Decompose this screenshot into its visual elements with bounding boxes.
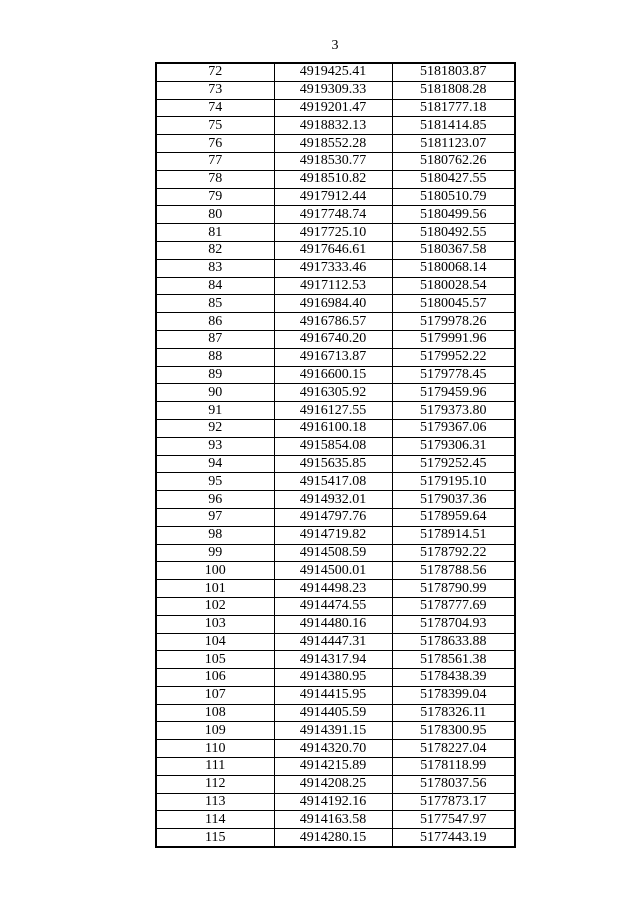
table-row: [156, 473, 515, 491]
x-coordinate-cell: 4916100.18: [274, 419, 392, 437]
y-coordinate-cell: 5181414.85: [392, 117, 515, 135]
x-coordinate-cell: 4917912.44: [274, 188, 392, 206]
y-coordinate-cell: 5178326.11: [392, 704, 515, 722]
table-row: [156, 81, 515, 99]
y-coordinate-cell: 5178788.56: [392, 562, 515, 580]
table-row: [156, 722, 515, 740]
x-coordinate-cell: 4914405.59: [274, 704, 392, 722]
point-number-cell: 99: [156, 544, 274, 562]
y-coordinate-cell: 5178399.04: [392, 686, 515, 704]
point-number-cell: 96: [156, 491, 274, 509]
table-row: [156, 241, 515, 259]
y-coordinate-cell: 5180510.79: [392, 188, 515, 206]
x-coordinate-cell: 4916600.15: [274, 366, 392, 384]
table-row: [156, 402, 515, 420]
point-number-cell: 109: [156, 722, 274, 740]
x-coordinate-cell: 4916984.40: [274, 295, 392, 313]
table-row: [156, 829, 515, 847]
table-row: [156, 669, 515, 687]
y-coordinate-cell: 5180028.54: [392, 277, 515, 295]
y-coordinate-cell: 5178438.39: [392, 669, 515, 687]
table-row: [156, 811, 515, 829]
y-coordinate-cell: 5180762.26: [392, 152, 515, 170]
table-row: [156, 224, 515, 242]
table-row: [156, 295, 515, 313]
x-coordinate-cell: 4914320.70: [274, 740, 392, 758]
point-number-cell: 77: [156, 152, 274, 170]
y-coordinate-cell: 5180367.58: [392, 241, 515, 259]
point-number-cell: 103: [156, 615, 274, 633]
x-coordinate-cell: 4914474.55: [274, 597, 392, 615]
point-number-cell: 74: [156, 99, 274, 117]
point-number-cell: 76: [156, 135, 274, 153]
y-coordinate-cell: 5178300.95: [392, 722, 515, 740]
point-number-cell: 78: [156, 170, 274, 188]
table-row: [156, 793, 515, 811]
point-number-cell: 95: [156, 473, 274, 491]
page-number: 3: [331, 38, 339, 53]
y-coordinate-cell: 5180492.55: [392, 224, 515, 242]
point-number-cell: 111: [156, 758, 274, 776]
point-number-cell: 97: [156, 508, 274, 526]
table-row: [156, 313, 515, 331]
point-number-cell: 83: [156, 259, 274, 277]
x-coordinate-cell: 4914498.23: [274, 580, 392, 598]
table-row: [156, 117, 515, 135]
point-number-cell: 112: [156, 775, 274, 793]
y-coordinate-cell: 5178792.22: [392, 544, 515, 562]
x-coordinate-cell: 4915854.08: [274, 437, 392, 455]
x-coordinate-cell: 4919201.47: [274, 99, 392, 117]
x-coordinate-cell: 4914480.16: [274, 615, 392, 633]
x-coordinate-cell: 4917748.74: [274, 206, 392, 224]
point-number-cell: 107: [156, 686, 274, 704]
x-coordinate-cell: 4916305.92: [274, 384, 392, 402]
y-coordinate-cell: 5179367.06: [392, 419, 515, 437]
x-coordinate-cell: 4914391.15: [274, 722, 392, 740]
x-coordinate-cell: 4919309.33: [274, 81, 392, 99]
point-number-cell: 106: [156, 669, 274, 687]
point-number-cell: 86: [156, 313, 274, 331]
table-row: [156, 740, 515, 758]
y-coordinate-cell: 5179037.36: [392, 491, 515, 509]
x-coordinate-cell: 4918552.28: [274, 135, 392, 153]
point-number-cell: 82: [156, 241, 274, 259]
table-row: [156, 277, 515, 295]
table-row: [156, 491, 515, 509]
table-row: [156, 633, 515, 651]
y-coordinate-cell: 5181777.18: [392, 99, 515, 117]
x-coordinate-cell: 4914163.58: [274, 811, 392, 829]
x-coordinate-cell: 4918510.82: [274, 170, 392, 188]
x-coordinate-cell: 4914192.16: [274, 793, 392, 811]
y-coordinate-cell: 5179252.45: [392, 455, 515, 473]
table-row: [156, 686, 515, 704]
y-coordinate-cell: 5178227.04: [392, 740, 515, 758]
point-number-cell: 73: [156, 81, 274, 99]
x-coordinate-cell: 4915417.08: [274, 473, 392, 491]
table-row: [156, 206, 515, 224]
x-coordinate-cell: 4918832.13: [274, 117, 392, 135]
y-coordinate-cell: 5178118.99: [392, 758, 515, 776]
point-number-cell: 98: [156, 526, 274, 544]
y-coordinate-cell: 5179952.22: [392, 348, 515, 366]
y-coordinate-cell: 5180427.55: [392, 170, 515, 188]
table-row: [156, 597, 515, 615]
point-number-cell: 72: [156, 63, 274, 81]
x-coordinate-cell: 4917333.46: [274, 259, 392, 277]
x-coordinate-cell: 4917112.53: [274, 277, 392, 295]
point-number-cell: 115: [156, 829, 274, 847]
y-coordinate-cell: 5178633.88: [392, 633, 515, 651]
y-coordinate-cell: 5178790.99: [392, 580, 515, 598]
y-coordinate-cell: 5177873.17: [392, 793, 515, 811]
point-number-cell: 100: [156, 562, 274, 580]
x-coordinate-cell: 4916713.87: [274, 348, 392, 366]
x-coordinate-cell: 4914415.95: [274, 686, 392, 704]
x-coordinate-cell: 4914500.01: [274, 562, 392, 580]
point-number-cell: 85: [156, 295, 274, 313]
table-row: [156, 170, 515, 188]
point-number-cell: 91: [156, 402, 274, 420]
point-number-cell: 102: [156, 597, 274, 615]
point-number-cell: 88: [156, 348, 274, 366]
point-number-cell: 114: [156, 811, 274, 829]
x-coordinate-cell: 4914797.76: [274, 508, 392, 526]
point-number-cell: 89: [156, 366, 274, 384]
y-coordinate-cell: 5179195.10: [392, 473, 515, 491]
x-coordinate-cell: 4914215.89: [274, 758, 392, 776]
point-number-cell: 81: [156, 224, 274, 242]
table-row: [156, 455, 515, 473]
y-coordinate-cell: 5179991.96: [392, 330, 515, 348]
x-coordinate-cell: 4916127.55: [274, 402, 392, 420]
table-row: [156, 259, 515, 277]
x-coordinate-cell: 4917646.61: [274, 241, 392, 259]
x-coordinate-cell: 4914932.01: [274, 491, 392, 509]
point-number-cell: 108: [156, 704, 274, 722]
x-coordinate-cell: 4914719.82: [274, 526, 392, 544]
point-number-cell: 92: [156, 419, 274, 437]
y-coordinate-cell: 5177443.19: [392, 829, 515, 847]
y-coordinate-cell: 5180499.56: [392, 206, 515, 224]
point-number-cell: 104: [156, 633, 274, 651]
table-row: [156, 437, 515, 455]
table-row: [156, 366, 515, 384]
point-number-cell: 105: [156, 651, 274, 669]
x-coordinate-cell: 4914317.94: [274, 651, 392, 669]
table-row: [156, 651, 515, 669]
table-row: [156, 508, 515, 526]
x-coordinate-cell: 4914447.31: [274, 633, 392, 651]
x-coordinate-cell: 4915635.85: [274, 455, 392, 473]
y-coordinate-cell: 5181808.28: [392, 81, 515, 99]
x-coordinate-cell: 4914208.25: [274, 775, 392, 793]
point-number-cell: 113: [156, 793, 274, 811]
x-coordinate-cell: 4918530.77: [274, 152, 392, 170]
point-number-cell: 90: [156, 384, 274, 402]
table-row: [156, 63, 515, 81]
table-row: [156, 562, 515, 580]
y-coordinate-cell: 5181803.87: [392, 63, 515, 81]
y-coordinate-cell: 5177547.97: [392, 811, 515, 829]
point-number-cell: 80: [156, 206, 274, 224]
y-coordinate-cell: 5179306.31: [392, 437, 515, 455]
y-coordinate-cell: 5178959.64: [392, 508, 515, 526]
y-coordinate-cell: 5179459.96: [392, 384, 515, 402]
table-row: [156, 99, 515, 117]
x-coordinate-cell: 4916740.20: [274, 330, 392, 348]
y-coordinate-cell: 5179778.45: [392, 366, 515, 384]
table-row: [156, 544, 515, 562]
point-number-cell: 93: [156, 437, 274, 455]
table-row: [156, 135, 515, 153]
x-coordinate-cell: 4914280.15: [274, 829, 392, 847]
coordinates-table-body: [156, 63, 515, 847]
y-coordinate-cell: 5178777.69: [392, 597, 515, 615]
point-number-cell: 87: [156, 330, 274, 348]
x-coordinate-cell: 4917725.10: [274, 224, 392, 242]
table-row: [156, 615, 515, 633]
table-row: [156, 758, 515, 776]
y-coordinate-cell: 5179373.80: [392, 402, 515, 420]
y-coordinate-cell: 5178561.38: [392, 651, 515, 669]
y-coordinate-cell: 5180068.14: [392, 259, 515, 277]
table-row: [156, 704, 515, 722]
point-number-cell: 84: [156, 277, 274, 295]
y-coordinate-cell: 5181123.07: [392, 135, 515, 153]
table-row: [156, 419, 515, 437]
x-coordinate-cell: 4914380.95: [274, 669, 392, 687]
y-coordinate-cell: 5178704.93: [392, 615, 515, 633]
table-row: [156, 580, 515, 598]
point-number-cell: 75: [156, 117, 274, 135]
y-coordinate-cell: 5180045.57: [392, 295, 515, 313]
coordinates-table: [155, 62, 516, 848]
x-coordinate-cell: 4916786.57: [274, 313, 392, 331]
x-coordinate-cell: 4919425.41: [274, 63, 392, 81]
y-coordinate-cell: 5178037.56: [392, 775, 515, 793]
y-coordinate-cell: 5179978.26: [392, 313, 515, 331]
table-row: [156, 526, 515, 544]
table-row: [156, 152, 515, 170]
point-number-cell: 79: [156, 188, 274, 206]
point-number-cell: 94: [156, 455, 274, 473]
point-number-cell: 101: [156, 580, 274, 598]
x-coordinate-cell: 4914508.59: [274, 544, 392, 562]
table-row: [156, 775, 515, 793]
point-number-cell: 110: [156, 740, 274, 758]
table-row: [156, 330, 515, 348]
y-coordinate-cell: 5178914.51: [392, 526, 515, 544]
table-row: [156, 188, 515, 206]
table-row: [156, 384, 515, 402]
table-row: [156, 348, 515, 366]
